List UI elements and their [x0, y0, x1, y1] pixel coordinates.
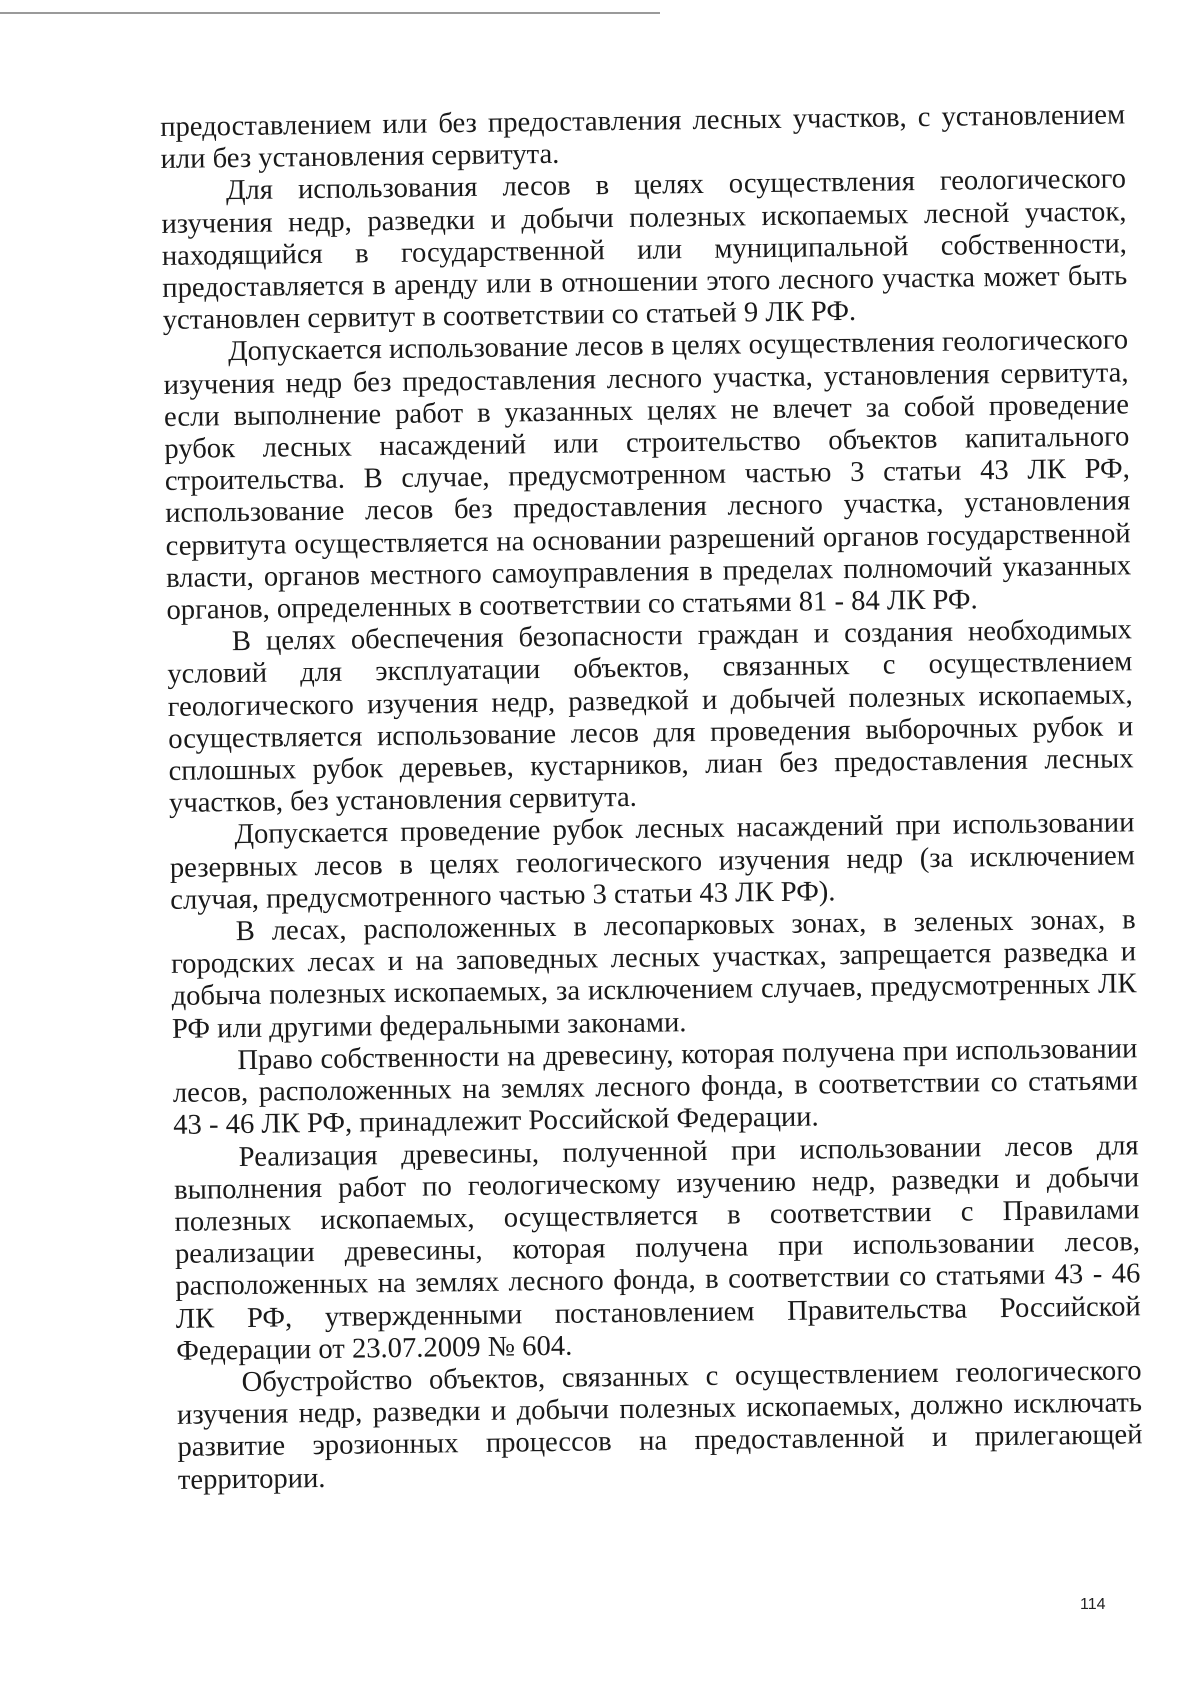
paragraph-erosion-prevention: Обустройство объектов, связанных с осуществлением геологического изучения недр, разведки и добычи полезных ископаемых, должно исключать развитие эрозионных процессов на предоставленной и прилегающей территории.	[176, 1355, 1143, 1496]
paragraph-continuation: предоставлением или без предоставления лесных участков, с установлением или без установления сервитута.	[160, 99, 1126, 176]
paragraph-safety-felling: В целях обеспечения безопасности граждан и создания необходимых условий для эксплуатации объектов, связанных с осуществлением геологического изучения недр, разведкой и добычей полезных ископаемых, осуществляется использование лесов для проведения выборочных рубок и сплошных рубок деревьев, кустарников, лиан без предоставления лесных участков, без установления сервитута.	[167, 614, 1134, 820]
paragraph-timber-sale: Реализация древесины, полученной при использовании лесов для выполнения работ по геологическому изучению недр, разведки и добычи полезных ископаемых, осуществляется в соответствии с Правилами реализации древесины, которая получена при использовании лесов, расположенных на землях лесного фонда, в соответствии со статьями 43 - 46 ЛК РФ, утвержденными постановлением Правительства Российской Федерации от 23.07.2009 № 604.	[173, 1129, 1141, 1367]
scan-edge-line	[0, 12, 660, 14]
paragraph-prohibited-zones: В лесах, расположенных в лесопарковых зонах, в зеленых зонах, в городских лесах и на заповедных лесных участках, запрещается разведка и добыча полезных ископаемых, за исключением случаев, предусмотренных ЛК РФ или другими федеральными законами.	[170, 904, 1137, 1045]
paragraph-use-without-plot: Допускается использование лесов в целях осуществления геологического изучения недр без предоставления лесного участка, установления сервитута, если выполнение работ в указанных целях не влечет за собой проведение рубок лесных насаждений или строительство объектов капитального строительства. В случае, предусмотренном частью 3 статьи 43 ЛК РФ, использование лесов без предоставления лесного участка, установления сервитута осуществляется на основании разрешений органов государственной власти, органов местного самоуправления в пределах полномочий указанных органов, определенных в соответствии со статьями 81 - 84 ЛК РФ.	[163, 324, 1132, 627]
paragraph-lease-servitude: Для использования лесов в целях осуществления геологического изучения недр, разведки и добычи полезных ископаемых лесной участок, находящийся в государственной или муниципальной собственности, предоставляется в аренду или в отношении этого лесного участка может быть установлен сервитут в соответствии со статьей 9 ЛК РФ.	[161, 163, 1128, 337]
paragraph-reserve-forests: Допускается проведение рубок лесных насаждений при использовании резервных лесов в целях геологического изучения недр (за исключением случая, предусмотренного частью 3 статьи 43 ЛК РФ).	[169, 807, 1136, 916]
page-number: 114	[1080, 1596, 1106, 1613]
document-body	[160, 99, 1143, 1496]
paragraph-timber-ownership: Право собственности на древесину, которая получена при использовании лесов, расположенных на землях лесного фонда, в соответствии со статьями 43 - 46 ЛК РФ, принадлежит Российской Федерации.	[172, 1033, 1138, 1142]
